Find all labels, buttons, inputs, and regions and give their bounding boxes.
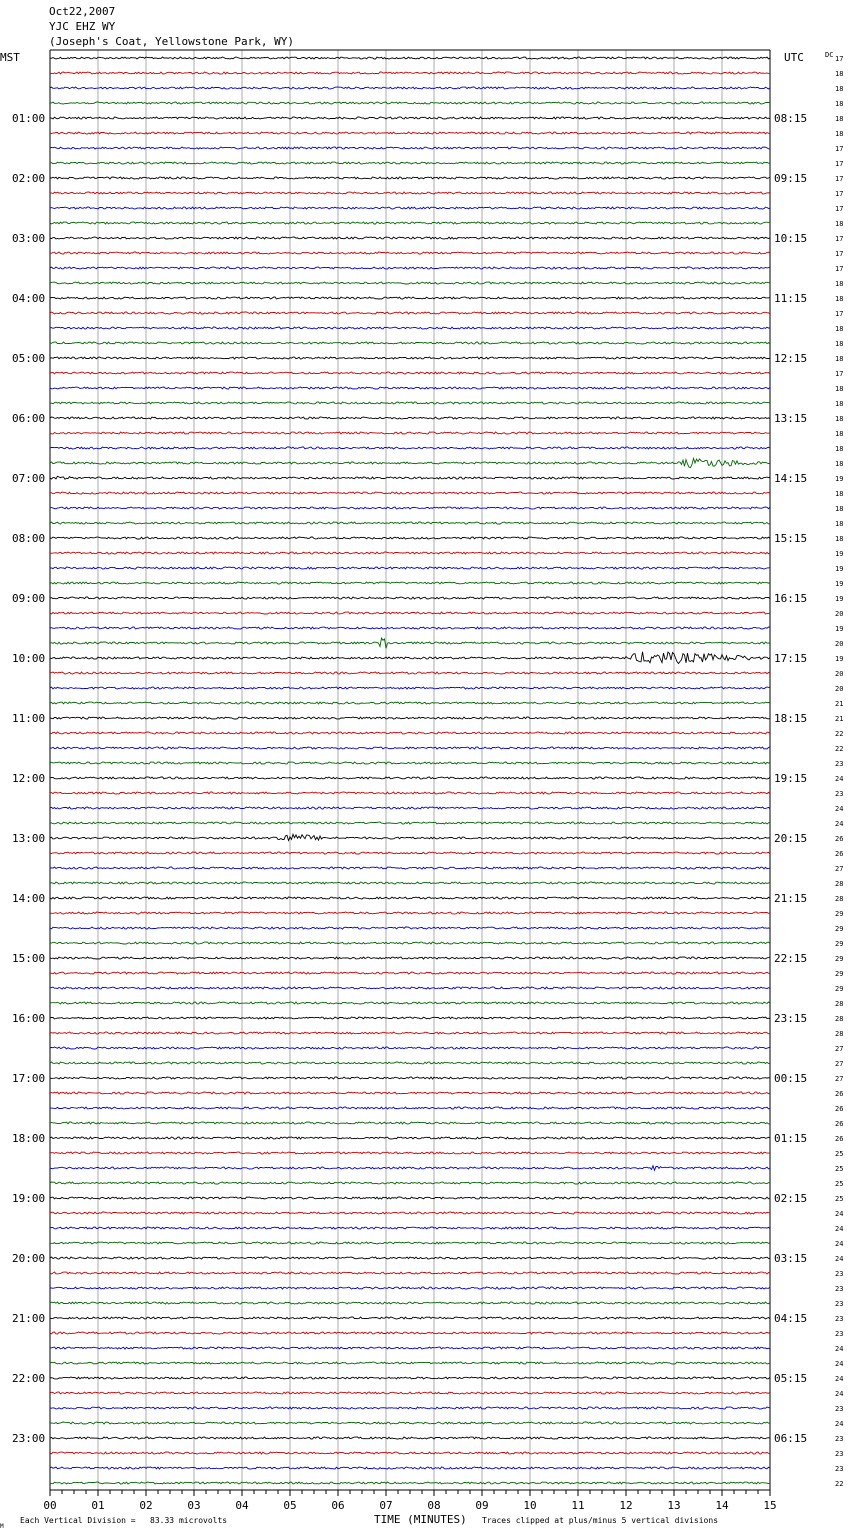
left-timezone-label: MST [0,51,20,64]
dc-offset-label: 23 [835,1435,844,1443]
dc-offset-label: 26 [835,1105,844,1113]
dc-offset-label: 29 [835,910,844,918]
header-date: Oct22,2007 [49,5,116,18]
dc-offset-label: 29 [835,925,844,933]
dc-offset-label: 24 [835,820,844,828]
dc-offset-label: 28 [835,1030,844,1038]
dc-offset-label: 23 [835,1285,844,1293]
dc-offset-label: 23 [835,760,844,768]
dc-offset-label: 18 [835,505,844,513]
dc-offset-label: 24 [835,1420,844,1428]
dc-offset-label: 26 [835,1090,844,1098]
dc-offset-label: 17 [835,205,844,213]
dc-offset-label: 25 [835,1150,844,1158]
x-tick-label: 08 [427,1499,441,1512]
left-hour-label: 11:00 [12,712,46,725]
right-hour-label: 20:15 [774,832,808,845]
dc-offset-label: 24 [835,1255,844,1263]
dc-offset-label: 20 [835,610,844,618]
dc-offset-label: 28 [835,1015,844,1023]
dc-offset-label: 24 [835,1210,844,1218]
right-hour-label: 16:15 [774,592,808,605]
dc-offset-label: 25 [835,1165,844,1173]
left-hour-label: 03:00 [12,232,46,245]
dc-offset-label: 18 [835,340,844,348]
right-hour-label: 21:15 [774,892,808,905]
dc-offset-label: 28 [835,880,844,888]
dc-offset-label: 19 [835,550,844,558]
dc-offset-label: 18 [835,400,844,408]
right-hour-label: 08:15 [774,112,808,125]
dc-offset-label: 25 [835,1195,844,1203]
dc-offset-label: 17 [835,310,844,318]
dc-offset-label: 23 [835,790,844,798]
dc-offset-label: 17 [835,235,844,243]
dc-offset-label: 18 [835,535,844,543]
dc-offset-label: 18 [835,130,844,138]
dc-offset-label: 18 [835,280,844,288]
x-tick-label: 10 [523,1499,537,1512]
left-hour-label: 12:00 [12,772,46,785]
dc-offset-label: 23 [835,1465,844,1473]
right-hour-label: 03:15 [774,1252,808,1265]
dc-offset-label: 19 [835,625,844,633]
right-hour-label: 09:15 [774,172,808,185]
left-hour-label: 06:00 [12,412,46,425]
dc-offset-label: 19 [835,475,844,483]
x-axis-title: TIME (MINUTES) [374,1513,467,1526]
dc-offset-label: 18 [835,520,844,528]
right-hour-label: 23:15 [774,1012,808,1025]
right-hour-label: 14:15 [774,472,808,485]
dc-offset-label: 18 [835,415,844,423]
dc-offset-label: 29 [835,985,844,993]
left-hour-label: 17:00 [12,1072,46,1085]
dc-offset-label: 18 [835,445,844,453]
x-tick-label: 13 [667,1499,681,1512]
dc-offset-label: 27 [835,865,844,873]
left-hour-label: 05:00 [12,352,46,365]
dc-offset-label: 19 [835,595,844,603]
right-hour-label: 00:15 [774,1072,808,1085]
corner-mark: M [0,1523,4,1530]
left-hour-label: 02:00 [12,172,46,185]
dc-offset-label: 20 [835,640,844,648]
dc-offset-label: 18 [835,85,844,93]
dc-offset-label: 24 [835,775,844,783]
right-hour-label: 06:15 [774,1432,808,1445]
dc-offset-label: 23 [835,1450,844,1458]
right-hour-label: 18:15 [774,712,808,725]
dc-offset-label: 17 [835,265,844,273]
dc-offset-label: 19 [835,580,844,588]
dc-offset-label: 26 [835,1135,844,1143]
left-hour-label: 19:00 [12,1192,46,1205]
dc-offset-label: 18 [835,325,844,333]
dc-offset-label: 24 [835,1375,844,1383]
right-hour-label: 12:15 [774,352,808,365]
dc-offset-label: 23 [835,1330,844,1338]
x-tick-label: 01 [91,1499,105,1512]
dc-offset-label: 18 [835,355,844,363]
x-tick-label: 02 [139,1499,153,1512]
left-hour-label: 10:00 [12,652,46,665]
dc-offset-label: 20 [835,685,844,693]
header-location: (Joseph's Coat, Yellowstone Park, WY) [49,35,295,48]
dc-offset-label: 28 [835,895,844,903]
left-hour-label: 18:00 [12,1132,46,1145]
x-tick-label: 06 [331,1499,345,1512]
dc-offset-label: 29 [835,940,844,948]
dc-offset-label: 24 [835,805,844,813]
dc-offset-label: 27 [835,1060,844,1068]
dc-offset-label: 18 [835,490,844,498]
dc-offset-label: 18 [835,115,844,123]
dc-offset-label: 28 [835,1000,844,1008]
dc-offset-label: 26 [835,1120,844,1128]
dc-offset-label: 22 [835,1480,844,1488]
dc-offset-label: 27 [835,1045,844,1053]
left-hour-label: 01:00 [12,112,46,125]
right-hour-label: 01:15 [774,1132,808,1145]
dc-offset-label: 19 [835,565,844,573]
right-hour-label: 04:15 [774,1312,808,1325]
left-hour-label: 21:00 [12,1312,46,1325]
left-hour-label: 22:00 [12,1372,46,1385]
left-hour-label: 08:00 [12,532,46,545]
dc-offset-label: 23 [835,1405,844,1413]
dc-offset-label: 18 [835,430,844,438]
left-hour-label: 16:00 [12,1012,46,1025]
dc-offset-label: 24 [835,1240,844,1248]
left-hour-label: 23:00 [12,1432,46,1445]
left-hour-label: 04:00 [12,292,46,305]
x-tick-label: 07 [379,1499,393,1512]
x-tick-label: 12 [619,1499,633,1512]
dc-offset-label: 26 [835,850,844,858]
x-tick-label: 14 [715,1499,729,1512]
right-hour-label: 15:15 [774,532,808,545]
dc-offset-label: 27 [835,1075,844,1083]
right-hour-label: 10:15 [774,232,808,245]
dc-offset-label: 24 [835,1345,844,1353]
dc-offset-label: 17 [835,370,844,378]
dc-offset-label: 19 [835,655,844,663]
dc-offset-label: 18 [835,460,844,468]
left-hour-label: 09:00 [12,592,46,605]
right-hour-label: 19:15 [774,772,808,785]
dc-offset-label: 22 [835,730,844,738]
dc-offset-label: 17 [835,160,844,168]
left-hour-label: 15:00 [12,952,46,965]
dc-offset-label: 24 [835,1225,844,1233]
dc-offset-label: 23 [835,1270,844,1278]
dc-offset-label: 17 [835,175,844,183]
dc-offset-label: 17 [835,145,844,153]
dc-offset-label: 29 [835,970,844,978]
dc-offset-label: 17 [835,190,844,198]
dc-label: DC [825,51,834,59]
x-tick-label: 09 [475,1499,489,1512]
dc-offset-label: 20 [835,670,844,678]
scale-note: Each Vertical Division = 83.33 microvolts [20,1516,228,1525]
left-hour-label: 13:00 [12,832,46,845]
dc-offset-label: 29 [835,955,844,963]
dc-offset-label: 18 [835,295,844,303]
dc-offset-label: 26 [835,835,844,843]
dc-offset-label: 21 [835,700,844,708]
right-hour-label: 05:15 [774,1372,808,1385]
dc-offset-label: 24 [835,1390,844,1398]
x-tick-label: 03 [187,1499,201,1512]
dc-offset-label: 18 [835,220,844,228]
left-hour-label: 20:00 [12,1252,46,1265]
right-hour-label: 02:15 [774,1192,808,1205]
dc-offset-label: 21 [835,715,844,723]
x-tick-label: 00 [43,1499,57,1512]
dc-offset-label: 22 [835,745,844,753]
x-tick-label: 15 [763,1499,777,1512]
dc-offset-label: 23 [835,1300,844,1308]
left-hour-label: 07:00 [12,472,46,485]
right-hour-label: 13:15 [774,412,808,425]
dc-offset-label: 24 [835,1360,844,1368]
header-station: YJC EHZ WY [49,20,116,33]
right-hour-label: 11:15 [774,292,808,305]
dc-offset-label: 17 [835,55,844,63]
dc-offset-label: 17 [835,250,844,258]
dc-offset-label: 25 [835,1180,844,1188]
dc-offset-label: 23 [835,1315,844,1323]
dc-offset-label: 18 [835,70,844,78]
x-tick-label: 04 [235,1499,249,1512]
right-hour-label: 17:15 [774,652,808,665]
dc-offset-label: 18 [835,385,844,393]
right-hour-label: 22:15 [774,952,808,965]
left-hour-label: 14:00 [12,892,46,905]
dc-offset-label: 18 [835,100,844,108]
x-tick-label: 05 [283,1499,297,1512]
clip-note: Traces clipped at plus/minus 5 vertical divisions [482,1516,719,1525]
x-tick-label: 11 [571,1499,585,1512]
right-timezone-label: UTC [784,51,804,64]
